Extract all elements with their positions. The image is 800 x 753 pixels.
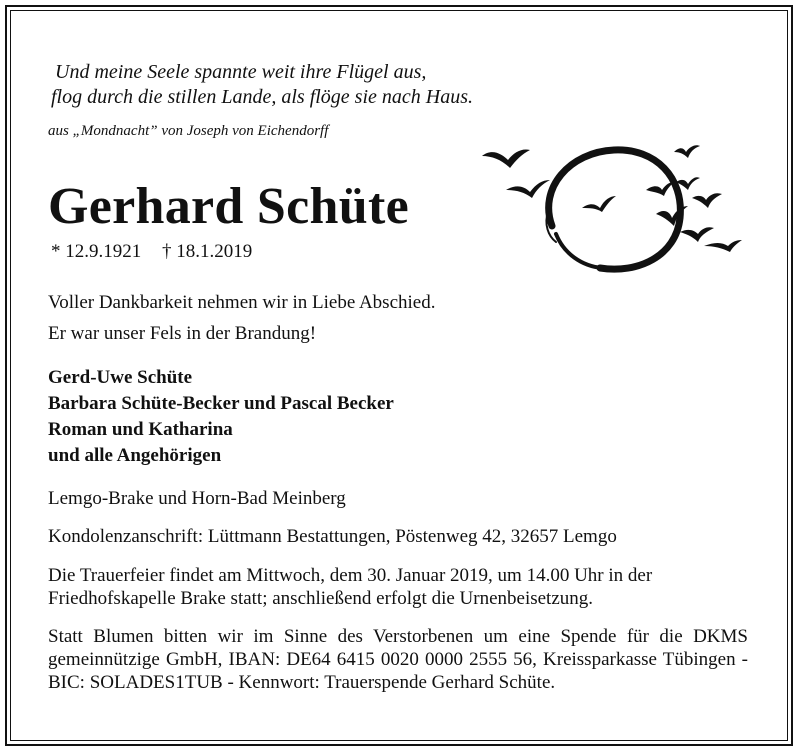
deceased-name: Gerhard Schüte — [48, 178, 409, 235]
poem-line-1: Und meine Seele spannte weit ihre Flügel aus, — [55, 61, 427, 83]
mourner-1: Gerd-Uwe Schüte — [48, 367, 193, 388]
mourner-4: und alle Angehörigen — [48, 445, 222, 466]
life-dates — [51, 241, 268, 263]
moon-with-birds-icon — [478, 138, 748, 278]
ceremony-line-1: Die Trauerfeier findet am Mittwoch, dem 30. Januar 2019, um 14.00 Uhr in der — [48, 565, 653, 586]
mourner-2: Barbara Schüte-Becker und Pascal Becker — [48, 393, 394, 414]
farewell-line-1: Voller Dankbarkeit nehmen wir in Liebe Abschied. — [48, 292, 436, 313]
donation-request: Statt Blumen bitten wir im Sinne des Verstorbenen um eine Spende für die DKMS gemeinnützige GmbH, IBAN: DE64 6415 0020 0000 2555 56, Kreissparkasse Tübingen - BIC: SOLADES1TUB - Kennwort: Trauerspende Gerhard Schüte. — [48, 626, 748, 693]
poem-quote — [51, 60, 473, 110]
farewell-line-2: Er war unser Fels in der Brandung! — [48, 323, 317, 344]
mourner-3: Roman und Katharina — [48, 419, 233, 440]
birth-date: * 12.9.1921 — [51, 241, 142, 262]
ceremony-line-2: Friedhofskapelle Brake statt; anschließend erfolgt die Urnenbeisetzung. — [48, 588, 594, 609]
death-date: † 18.1.2019 — [162, 241, 253, 262]
poem-line-2: flog durch die stillen Lande, als flöge sie nach Haus. — [51, 86, 474, 108]
location: Lemgo-Brake und Horn-Bad Meinberg — [48, 488, 346, 509]
poem-source: aus „Mondnacht” von Joseph von Eichendorff — [48, 123, 329, 139]
condolence-address: Kondolenzanschrift: Lüttmann Bestattungen, Pöstenweg 42, 32657 Lemgo — [48, 526, 617, 547]
